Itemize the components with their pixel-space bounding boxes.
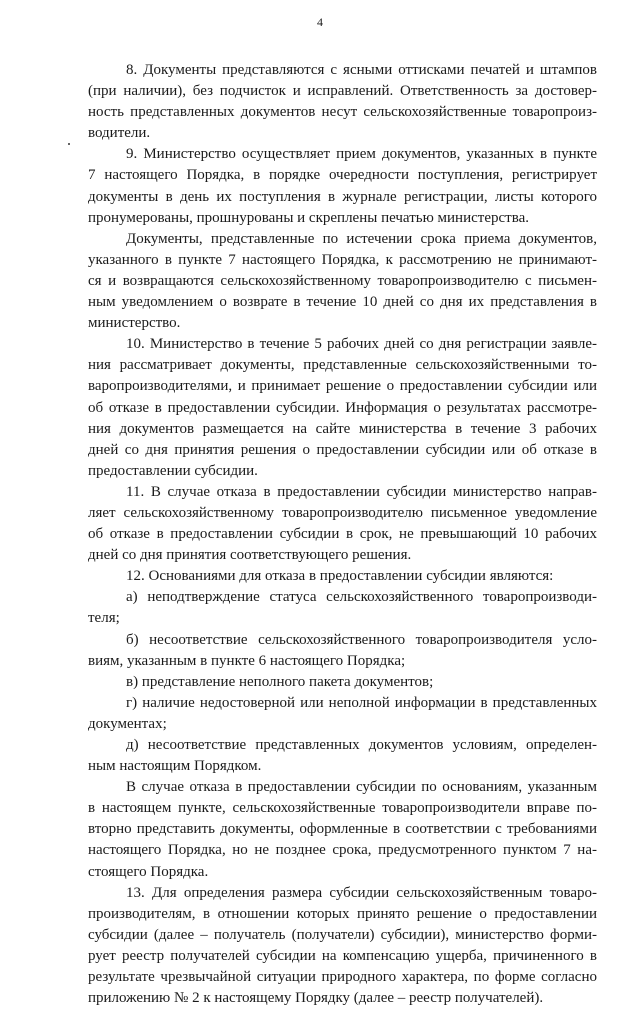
text-line: документах; <box>88 715 167 732</box>
text-line: приложению № 2 к настоящему Порядку (далее – реестр получателей). <box>88 990 544 1007</box>
text-line: настоящего Порядка, но не позднее срока, предусмотренного пунктом 7 на- <box>88 842 597 859</box>
text-line: виям, указанным в пункте 6 настоящего Порядка; <box>88 652 406 669</box>
text-line: ляет сельскохозяйственному товаропроизводителю письменное уведомление <box>88 504 597 521</box>
text-line: ния документов размещается на сайте министерства в течение 3 рабочих <box>88 420 597 437</box>
text-line: предоставлении субсидии. <box>88 462 258 479</box>
text-line: 9. Министерство осуществляет прием документов, указанных в пункте <box>126 146 597 163</box>
text-line: результате чрезвычайной ситуации природного характера, по форме согласно <box>88 969 597 986</box>
text-line: стоящего Порядка. <box>88 863 209 880</box>
text-line: Документы, представленные по истечении срока приема документов, <box>126 230 597 247</box>
text-line: субсидии (далее – получатель (получатели) субсидии), министерство форми- <box>88 926 597 943</box>
text-line: ся и возвращаются сельскохозяйственному товаропроизводителю с письмен- <box>88 272 597 289</box>
stray-mark <box>68 143 70 145</box>
text-line: в) представление неполного пакета документов; <box>126 673 434 690</box>
page-number: 4 <box>317 15 323 29</box>
text-line: об отказе в предоставлении субсидии в срок, не превышающий 10 рабочих <box>88 526 597 543</box>
text-line: в настоящем пункте, сельскохозяйственные товаропроизводители вправе по- <box>88 800 597 817</box>
document-body <box>88 60 597 1009</box>
text-line: г) наличие недостоверной или неполной информации в представленных <box>126 694 597 711</box>
text-line: дней со дня принятия соответствующего решения. <box>88 547 412 564</box>
text-line: теля; <box>88 610 120 627</box>
text-line: 11. В случае отказа в предоставлении субсидии министерство направ- <box>126 483 597 500</box>
text-line: ния рассматривает документы, представленные сельскохозяйственными то- <box>88 357 597 374</box>
text-line: рует реестр получателей субсидии на компенсацию ущерба, причиненного в <box>88 947 597 964</box>
text-line: а) неподтверждение статуса сельскохозяйственного товаропроизводи- <box>126 589 597 606</box>
text-line: водители. <box>88 125 151 142</box>
text-line: б) несоответствие сельскохозяйственного товаропроизводителя усло- <box>126 631 597 648</box>
text-line: 8. Документы представляются с ясными оттисками печатей и штампов <box>126 62 597 78</box>
text-line: (при наличии), без подчисток и исправлений. Ответственность за достовер- <box>88 83 597 100</box>
text-line: ным уведомлением о возврате в течение 10 дней со дня их представления в <box>88 294 597 311</box>
text-line: указанного в пункте 7 настоящего Порядка, к рассмотрению не принимают- <box>88 251 597 268</box>
text-line: производителям, в отношении которых принято решение о предоставлении <box>88 905 597 922</box>
text-line: д) несоответствие представленных документов условиям, определен- <box>126 737 597 753</box>
text-line: документы в день их поступления в журнале регистрации, листы которого <box>88 188 597 205</box>
text-line: пронумерованы, прошнурованы и скреплены печатью министерства. <box>88 209 529 226</box>
text-line: дней со дня принятия решения о предоставлении субсидии или об отказе в <box>88 441 597 458</box>
text-line: ность представленных документов несут сельскохозяйственные товаропроиз- <box>88 104 597 121</box>
text-line: об отказе в предоставлении субсидии. Информация о результатах рассмотре- <box>88 399 597 416</box>
text-line: 13. Для определения размера субсидии сельскохозяйственным товаро- <box>126 884 597 901</box>
text-line: В случае отказа в предоставлении субсидии по основаниям, указанным <box>126 779 597 796</box>
text-line: министерство. <box>88 315 181 332</box>
text-line: 10. Министерство в течение 5 рабочих дней со дня регистрации заявле- <box>126 336 597 353</box>
text-line: варопроизводителями, и принимает решение о предоставлении субсидии или <box>88 378 597 395</box>
text-line: 12. Основаниями для отказа в предоставлении субсидии являются: <box>126 568 554 585</box>
text-line: вторно представить документы, оформленные в соответствии с требованиями <box>88 821 597 838</box>
text-line: 7 настоящего Порядка, в порядке очередности поступления, регистрирует <box>88 167 597 184</box>
text-line: ным настоящим Порядком. <box>88 758 262 775</box>
